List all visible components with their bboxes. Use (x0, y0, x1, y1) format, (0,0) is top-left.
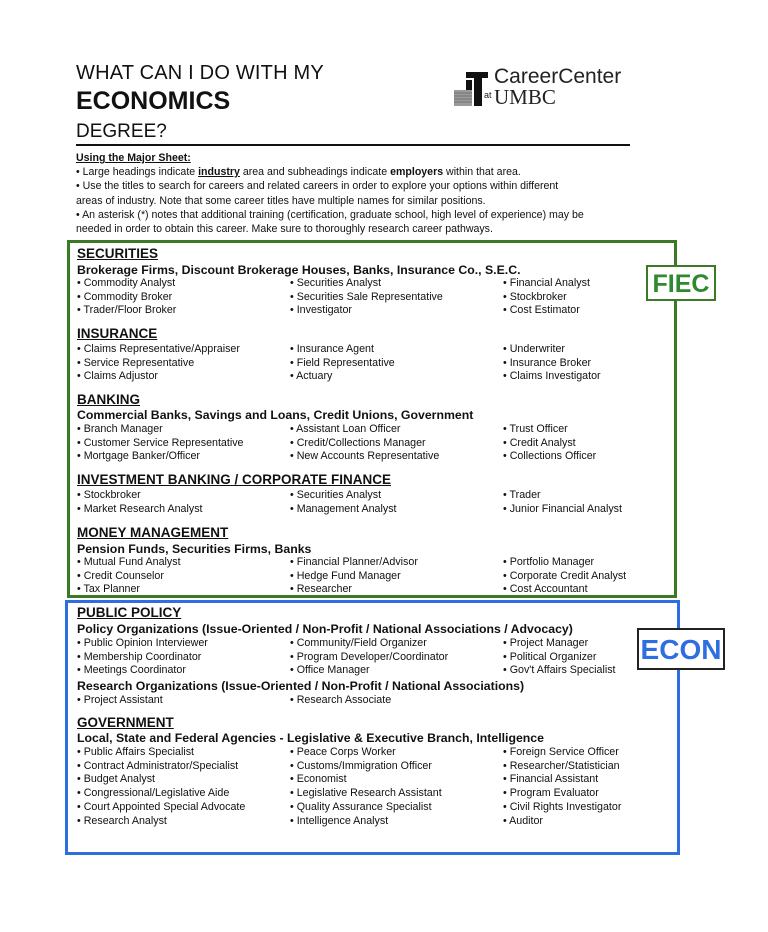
title-line-1: WHAT CAN I DO WITH MY (76, 62, 324, 84)
list-item: • Claims Adjustor (77, 370, 158, 383)
usage-title: Using the Major Sheet: (76, 152, 191, 164)
list-item: • Credit Analyst (503, 436, 576, 449)
career-center-logo (452, 66, 642, 112)
list-item: • Securities Sale Representative (290, 290, 443, 303)
list-item: • Customs/Immigration Officer (290, 759, 432, 772)
usage-line-1 (76, 165, 666, 179)
usage-industry: industry (198, 166, 240, 179)
banking-col-2 (290, 423, 439, 464)
banking-col-1 (77, 423, 244, 464)
usage-line-1-e: within that area. (443, 166, 521, 179)
list-item: • Foreign Service Officer (503, 746, 619, 758)
usage-line-3: areas of industry. Note that some career titles have multiple names for similar positions. (76, 194, 486, 207)
government-col-1 (77, 746, 245, 828)
list-item: • Meetings Coordinator (77, 664, 186, 677)
list-item: • Cost Estimator (503, 304, 580, 317)
list-item: • New Accounts Representative (290, 450, 440, 463)
list-item: • Legislative Research Assistant (290, 787, 442, 800)
list-item: • Assistant Loan Officer (290, 423, 401, 435)
title-line-3: DEGREE? (76, 121, 167, 142)
government-col-3 (503, 746, 621, 828)
policy-col-1 (77, 637, 208, 678)
list-item: • Corporate Credit Analyst (503, 569, 627, 582)
list-item: • Intelligence Analyst (290, 814, 389, 827)
list-item: • Management Analyst (290, 502, 397, 515)
insurance-col-1 (77, 343, 240, 384)
list-item: • Political Organizer (503, 650, 597, 663)
list-item: • Trust Officer (503, 423, 568, 435)
list-item: • Stockbroker (77, 489, 141, 501)
usage-line-1-a: • Large headings indicate (76, 166, 199, 179)
usage-line-5: needed in order to obtain this career. Make sure to thoroughly research career pathways. (76, 223, 493, 236)
securities-heading: SECURITIES (77, 246, 159, 261)
government-col-2 (290, 746, 442, 828)
list-item: • Quality Assurance Specialist (290, 800, 432, 813)
usage-instructions (76, 151, 666, 236)
insurance-col-3 (503, 343, 601, 384)
list-item: • Service Representative (77, 356, 195, 369)
list-item: • Actuary (290, 370, 333, 383)
list-item: • Project Manager (503, 637, 589, 649)
investment-col-2 (290, 489, 397, 516)
list-item: • Market Research Analyst (77, 502, 203, 515)
list-item: • Underwriter (503, 343, 565, 355)
list-item: • Mutual Fund Analyst (77, 556, 181, 568)
list-item: • Budget Analyst (77, 773, 156, 786)
list-item: • Branch Manager (77, 423, 163, 435)
list-item: • Peace Corps Worker (290, 746, 396, 758)
list-item: • Court Appointed Special Advocate (77, 800, 246, 813)
money-col-2 (290, 556, 418, 597)
list-item: • Claims Investigator (503, 370, 601, 383)
list-item: • Field Representative (290, 356, 395, 369)
list-item: • Credit/Collections Manager (290, 436, 426, 449)
banking-employers: Commercial Banks, Savings and Loans, Credit Unions, Government (77, 408, 474, 422)
list-item: • Tax Planner (77, 583, 140, 596)
list-item: • Research Analyst (77, 814, 167, 827)
policy-col-2 (290, 637, 448, 678)
list-item: • Project Assistant (77, 694, 163, 706)
list-item: • Portfolio Manager (503, 556, 595, 568)
list-item: • Membership Coordinator (77, 650, 202, 663)
policy-col-3 (503, 637, 616, 678)
list-item: • Office Manager (290, 664, 370, 677)
securities-col-3 (503, 277, 590, 318)
list-item: • Public Opinion Interviewer (77, 637, 208, 649)
securities-employers: Brokerage Firms, Discount Brokerage Houses, Banks, Insurance Co., S.E.C. (77, 263, 521, 277)
investment-col-1 (77, 489, 203, 516)
list-item: • Mortgage Banker/Officer (77, 450, 200, 463)
list-item: • Credit Counselor (77, 569, 164, 582)
investment-col-3 (503, 489, 622, 516)
fiec-label: FIEC (646, 265, 716, 301)
list-item: • Public Affairs Specialist (77, 746, 195, 758)
list-item: • Researcher (290, 583, 352, 596)
list-item: • Gov't Affairs Specialist (503, 664, 616, 677)
list-item: • Financial Planner/Advisor (290, 556, 418, 568)
list-item: • Congressional/Legislative Aide (77, 787, 230, 800)
money-heading: MONEY MANAGEMENT (77, 525, 229, 540)
usage-line-2: • Use the titles to search for careers and related careers in order to explore your options within different (76, 180, 559, 193)
list-item: • Program Evaluator (503, 787, 599, 800)
money-employers: Pension Funds, Securities Firms, Banks (77, 542, 312, 556)
list-item: • Trader/Floor Broker (77, 304, 177, 317)
logo-career-center-text: CareerCenter (494, 65, 622, 88)
research-col-2 (290, 694, 391, 708)
insurance-col-2 (290, 343, 395, 384)
list-item: • Civil Rights Investigator (503, 800, 622, 813)
government-employers: Local, State and Federal Agencies - Legislative & Executive Branch, Intelligence (77, 731, 544, 745)
list-item: • Investigator (290, 304, 352, 317)
banking-col-3 (503, 423, 596, 464)
list-item: • Junior Financial Analyst (503, 502, 622, 515)
usage-line-4: • An asterisk (*) notes that additional training (certification, graduate school, high level of experience) may be (76, 208, 584, 221)
insurance-heading: INSURANCE (77, 326, 158, 341)
usage-employers: employers (390, 166, 444, 179)
list-item: • Auditor (503, 814, 543, 827)
list-item: • Claims Representative/Appraiser (77, 343, 240, 355)
list-item: • Securities Analyst (290, 489, 382, 501)
title-line-2: ECONOMICS (76, 87, 231, 115)
title-rule (76, 144, 630, 146)
list-item: • Commodity Analyst (77, 277, 176, 289)
list-item: • Cost Accountant (503, 583, 588, 596)
list-item: • Financial Assistant (503, 773, 599, 786)
list-item: • Insurance Agent (290, 343, 374, 355)
list-item: • Contract Administrator/Specialist (77, 759, 239, 772)
list-item: • Research Associate (290, 694, 392, 706)
list-item: • Customer Service Representative (77, 436, 244, 449)
list-item: • Economist (290, 773, 347, 786)
list-item: • Trader (503, 489, 541, 501)
list-item: • Hedge Fund Manager (290, 569, 401, 582)
banking-heading: BANKING (77, 392, 140, 407)
usage-line-1-c: area and subheadings indicate (239, 166, 391, 179)
research-orgs-employers: Research Organizations (Issue-Oriented / Non-Profit / National Associations) (77, 679, 525, 693)
list-item: • Securities Analyst (290, 277, 382, 289)
securities-col-1 (77, 277, 176, 318)
list-item: • Researcher/Statistician (503, 759, 620, 772)
list-item: • Collections Officer (503, 450, 597, 463)
list-item: • Commodity Broker (77, 290, 173, 303)
career-center-logo-icon (452, 70, 490, 108)
list-item: • Stockbroker (503, 290, 567, 303)
securities-col-2 (290, 277, 443, 318)
policy-employers: Policy Organizations (Issue-Oriented / Non-Profit / National Associations / Advocacy) (77, 622, 573, 636)
econ-label: ECON (637, 628, 725, 670)
government-heading: GOVERNMENT (77, 715, 174, 730)
list-item: • Community/Field Organizer (290, 637, 427, 649)
policy-heading: PUBLIC POLICY (77, 605, 182, 620)
list-item: • Insurance Broker (503, 356, 592, 369)
research-col-1 (77, 694, 163, 708)
investment-heading: INVESTMENT BANKING / CORPORATE FINANCE (77, 472, 392, 487)
list-item: • Program Developer/Coordinator (290, 650, 449, 663)
money-col-1 (77, 556, 181, 597)
logo-at-text: at (484, 90, 492, 100)
list-item: • Financial Analyst (503, 277, 590, 289)
logo-umbc-text: UMBC (494, 85, 556, 109)
money-col-3 (503, 556, 626, 597)
